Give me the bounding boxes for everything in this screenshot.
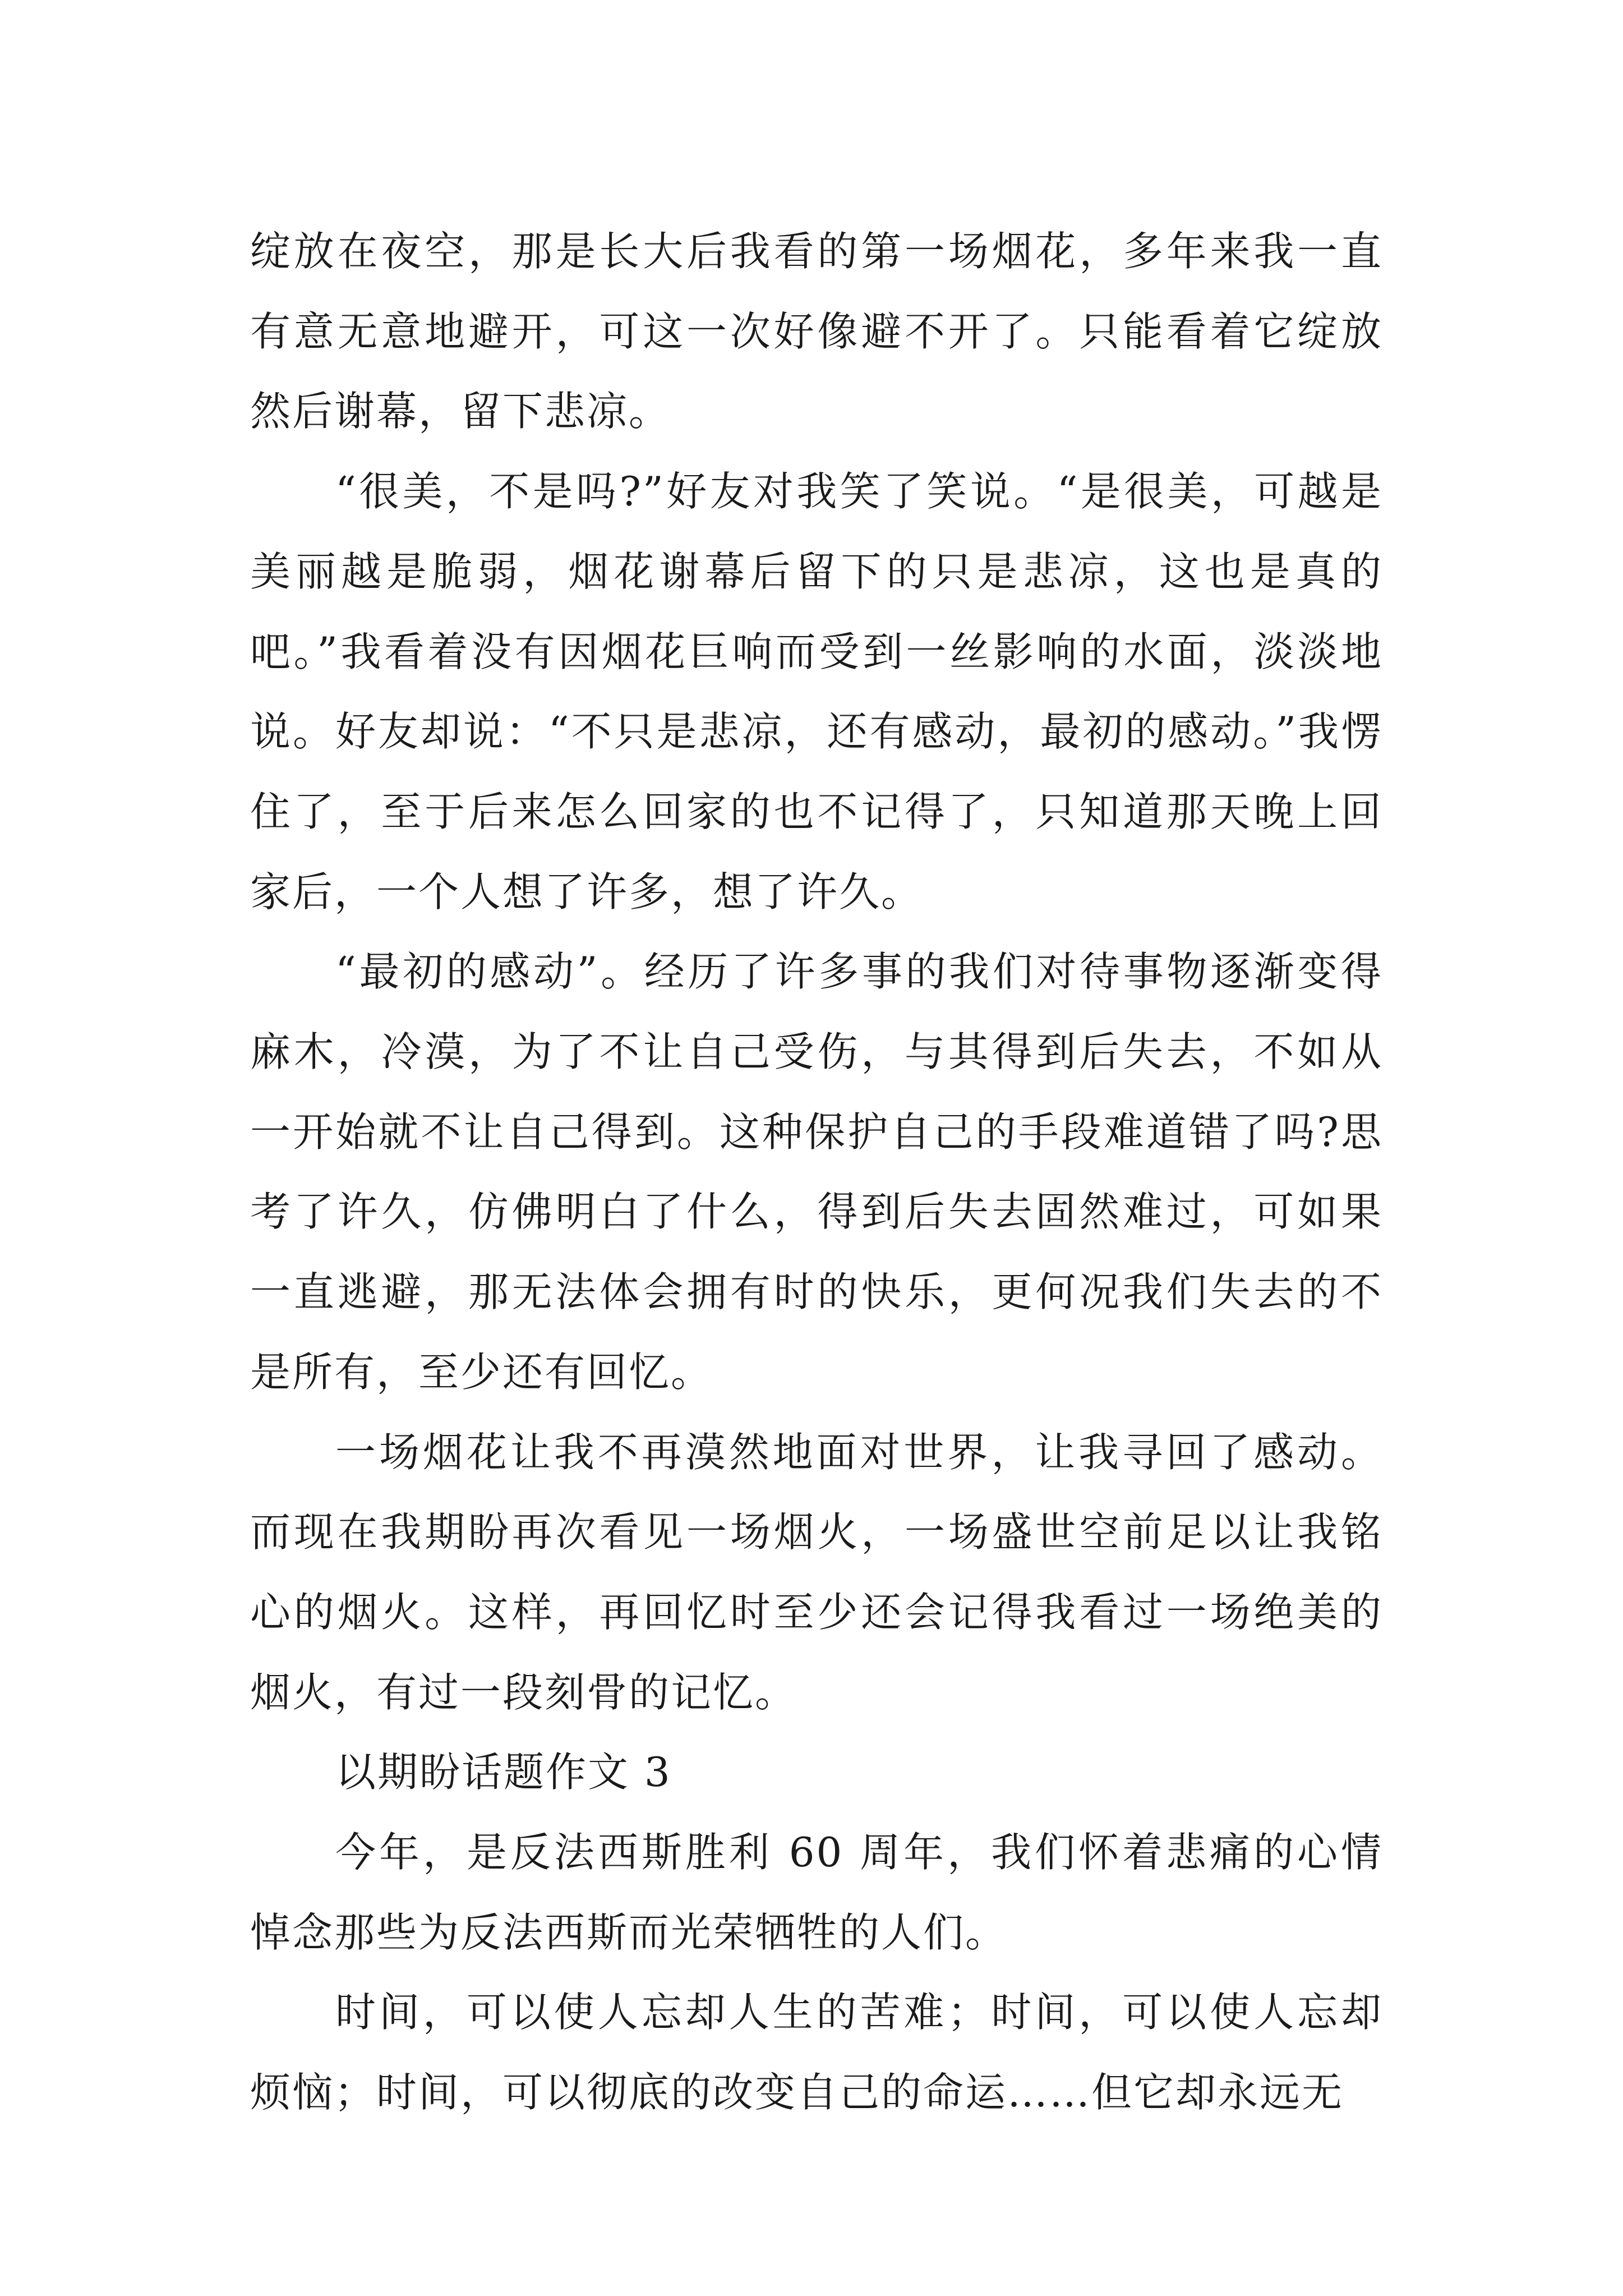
essay-heading: 以期盼话题作文 3: [335, 1749, 672, 1796]
paragraph-time: 时间，可以使人忘却人生的苦难；时间，可以使人忘却烦恼；时间，可以彻底的改变自己的命运……但它却永远无: [250, 1989, 1383, 2116]
paragraph-anniversary: 今年，是反法西斯胜利 60 周年，我们怀着悲痛的心情悼念那些为反法西斯而光荣牺牲的人们。: [250, 1829, 1383, 1956]
paragraph-friend-dialogue: “很美，不是吗?”好友对我笑了笑说。“是很美，可越是美丽越是脆弱，烟花谢幕后留下的只是悲凉，这也是真的吧。”我看着没有因烟花巨响而受到一丝影响的水面，淡淡地说。好友却说：“不只是悲凉，还有感动，最初的感动。”我愣住了，至于后来怎么回家的也不记得了，只知道那天晚上回家后，一个人想了许多，想了许久。: [250, 468, 1383, 915]
paragraph-expectation: 一场烟花让我不再漠然地面对世界，让我寻回了感动。而现在我期盼再次看见一场烟火，一场盛世空前足以让我铭心的烟火。这样，再回忆时至少还会记得我看过一场绝美的烟火，有过一段刻骨的记忆。: [250, 1428, 1383, 1716]
document-body: [250, 211, 1383, 2133]
paragraph-first-emotion: “最初的感动”。经历了许多事的我们对待事物逐渐变得麻木，冷漠，为了不让自己受伤，与其得到后失去，不如从一开始就不让自己得到。这种保护自己的手段难道错了吗?思考了许久，仿佛明白了什么，得到后失去固然难过，可如果一直逃避，那无法体会拥有时的快乐，更何况我们失去的不是所有，至少还有回忆。: [250, 948, 1383, 1396]
paragraph-fireworks-night: 绽放在夜空，那是长大后我看的第一场烟花，多年来我一直有意无意地避开，可这一次好像避不开了。只能看着它绽放然后谢幕，留下悲凉。: [250, 228, 1383, 435]
